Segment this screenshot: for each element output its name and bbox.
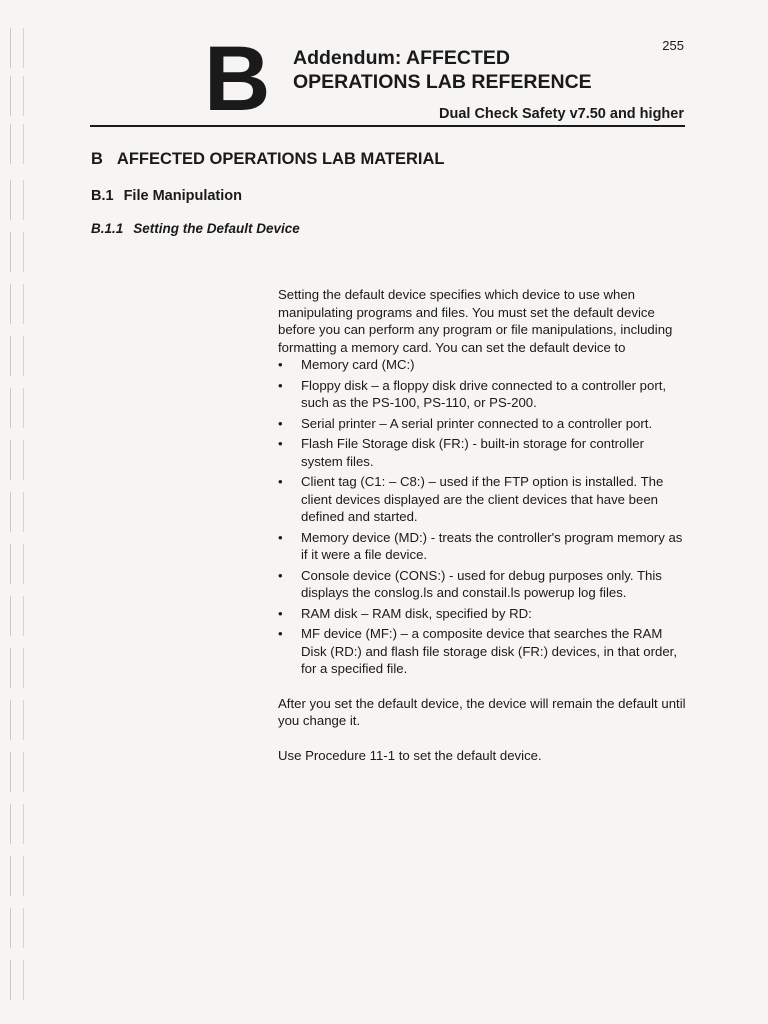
subsection-title: File Manipulation [123,188,242,204]
section-heading [91,150,444,169]
list-item: • Flash File Storage disk (FR:) - built-in storage for controller system files. [278,435,688,470]
binder-mark [10,700,24,740]
binder-mark [10,124,24,164]
body-text [278,286,688,764]
binder-mark [10,180,24,220]
chapter-title [293,46,592,94]
subsection-heading [91,188,242,204]
list-item: • RAM disk – RAM disk, specified by RD: [278,605,688,623]
binder-mark [10,752,24,792]
binder-mark [10,856,24,896]
binder-mark [10,28,24,68]
binder-mark [10,908,24,948]
list-item: • Client tag (C1: – C8:) – used if the FTP option is installed. The client devices displayed are the client devices that have been defined and started. [278,473,688,526]
header-divider [90,125,685,127]
intro-paragraph: Setting the default device specifies which device to use when manipulating programs and files. You must set the default device before you can perform any program or file manipulations, including formatting a memory card. You can set the default device to [278,287,673,355]
binder-mark [10,336,24,376]
binder-mark [10,284,24,324]
list-item: • Serial printer – A serial printer connected to a controller port. [278,415,688,433]
list-item: • Floppy disk – a floppy disk drive connected to a controller port, such as the PS-100, PS-110, or PS-200. [278,377,688,412]
chapter-title-line-1: Addendum: AFFECTED [293,47,511,69]
subsubsection-number: B.1.1 [91,221,124,236]
list-item: • Memory card (MC:) [278,356,688,374]
chapter-title-line-2: OPERATIONS LAB REFERENCE [293,71,592,93]
procedure-paragraph: Use Procedure 11-1 to set the default device. [278,747,542,763]
page-number: 255 [662,38,684,53]
binder-mark [10,232,24,272]
binder-mark [10,804,24,844]
device-list [278,356,688,678]
chapter-subtitle: Dual Check Safety v7.50 and higher [439,106,684,122]
binder-edge [0,0,30,1024]
binder-mark [10,440,24,480]
binder-mark [10,76,24,116]
subsubsection-heading [91,221,300,236]
binder-mark [10,544,24,584]
section-title: AFFECTED OPERATIONS LAB MATERIAL [116,150,445,168]
after-paragraph: After you set the default device, the device will remain the default until you change it. [278,695,686,728]
subsection-number: B.1 [91,188,114,204]
list-item: • Memory device (MD:) - treats the controller's program memory as if it were a file device. [278,529,688,564]
section-number: B [91,150,103,168]
list-item: • Console device (CONS:) - used for debug purposes only. This displays the conslog.ls and constail.ls powerup log files. [278,567,688,602]
binder-mark [10,492,24,532]
subsubsection-title: Setting the Default Device [133,221,300,236]
binder-mark [10,648,24,688]
list-item: • MF device (MF:) – a composite device that searches the RAM Disk (RD:) and flash file storage disk (FR:) devices, in that order, for a specified file. [278,625,688,678]
binder-mark [10,596,24,636]
binder-mark [10,960,24,1000]
chapter-letter: B [204,28,269,130]
binder-mark [10,388,24,428]
